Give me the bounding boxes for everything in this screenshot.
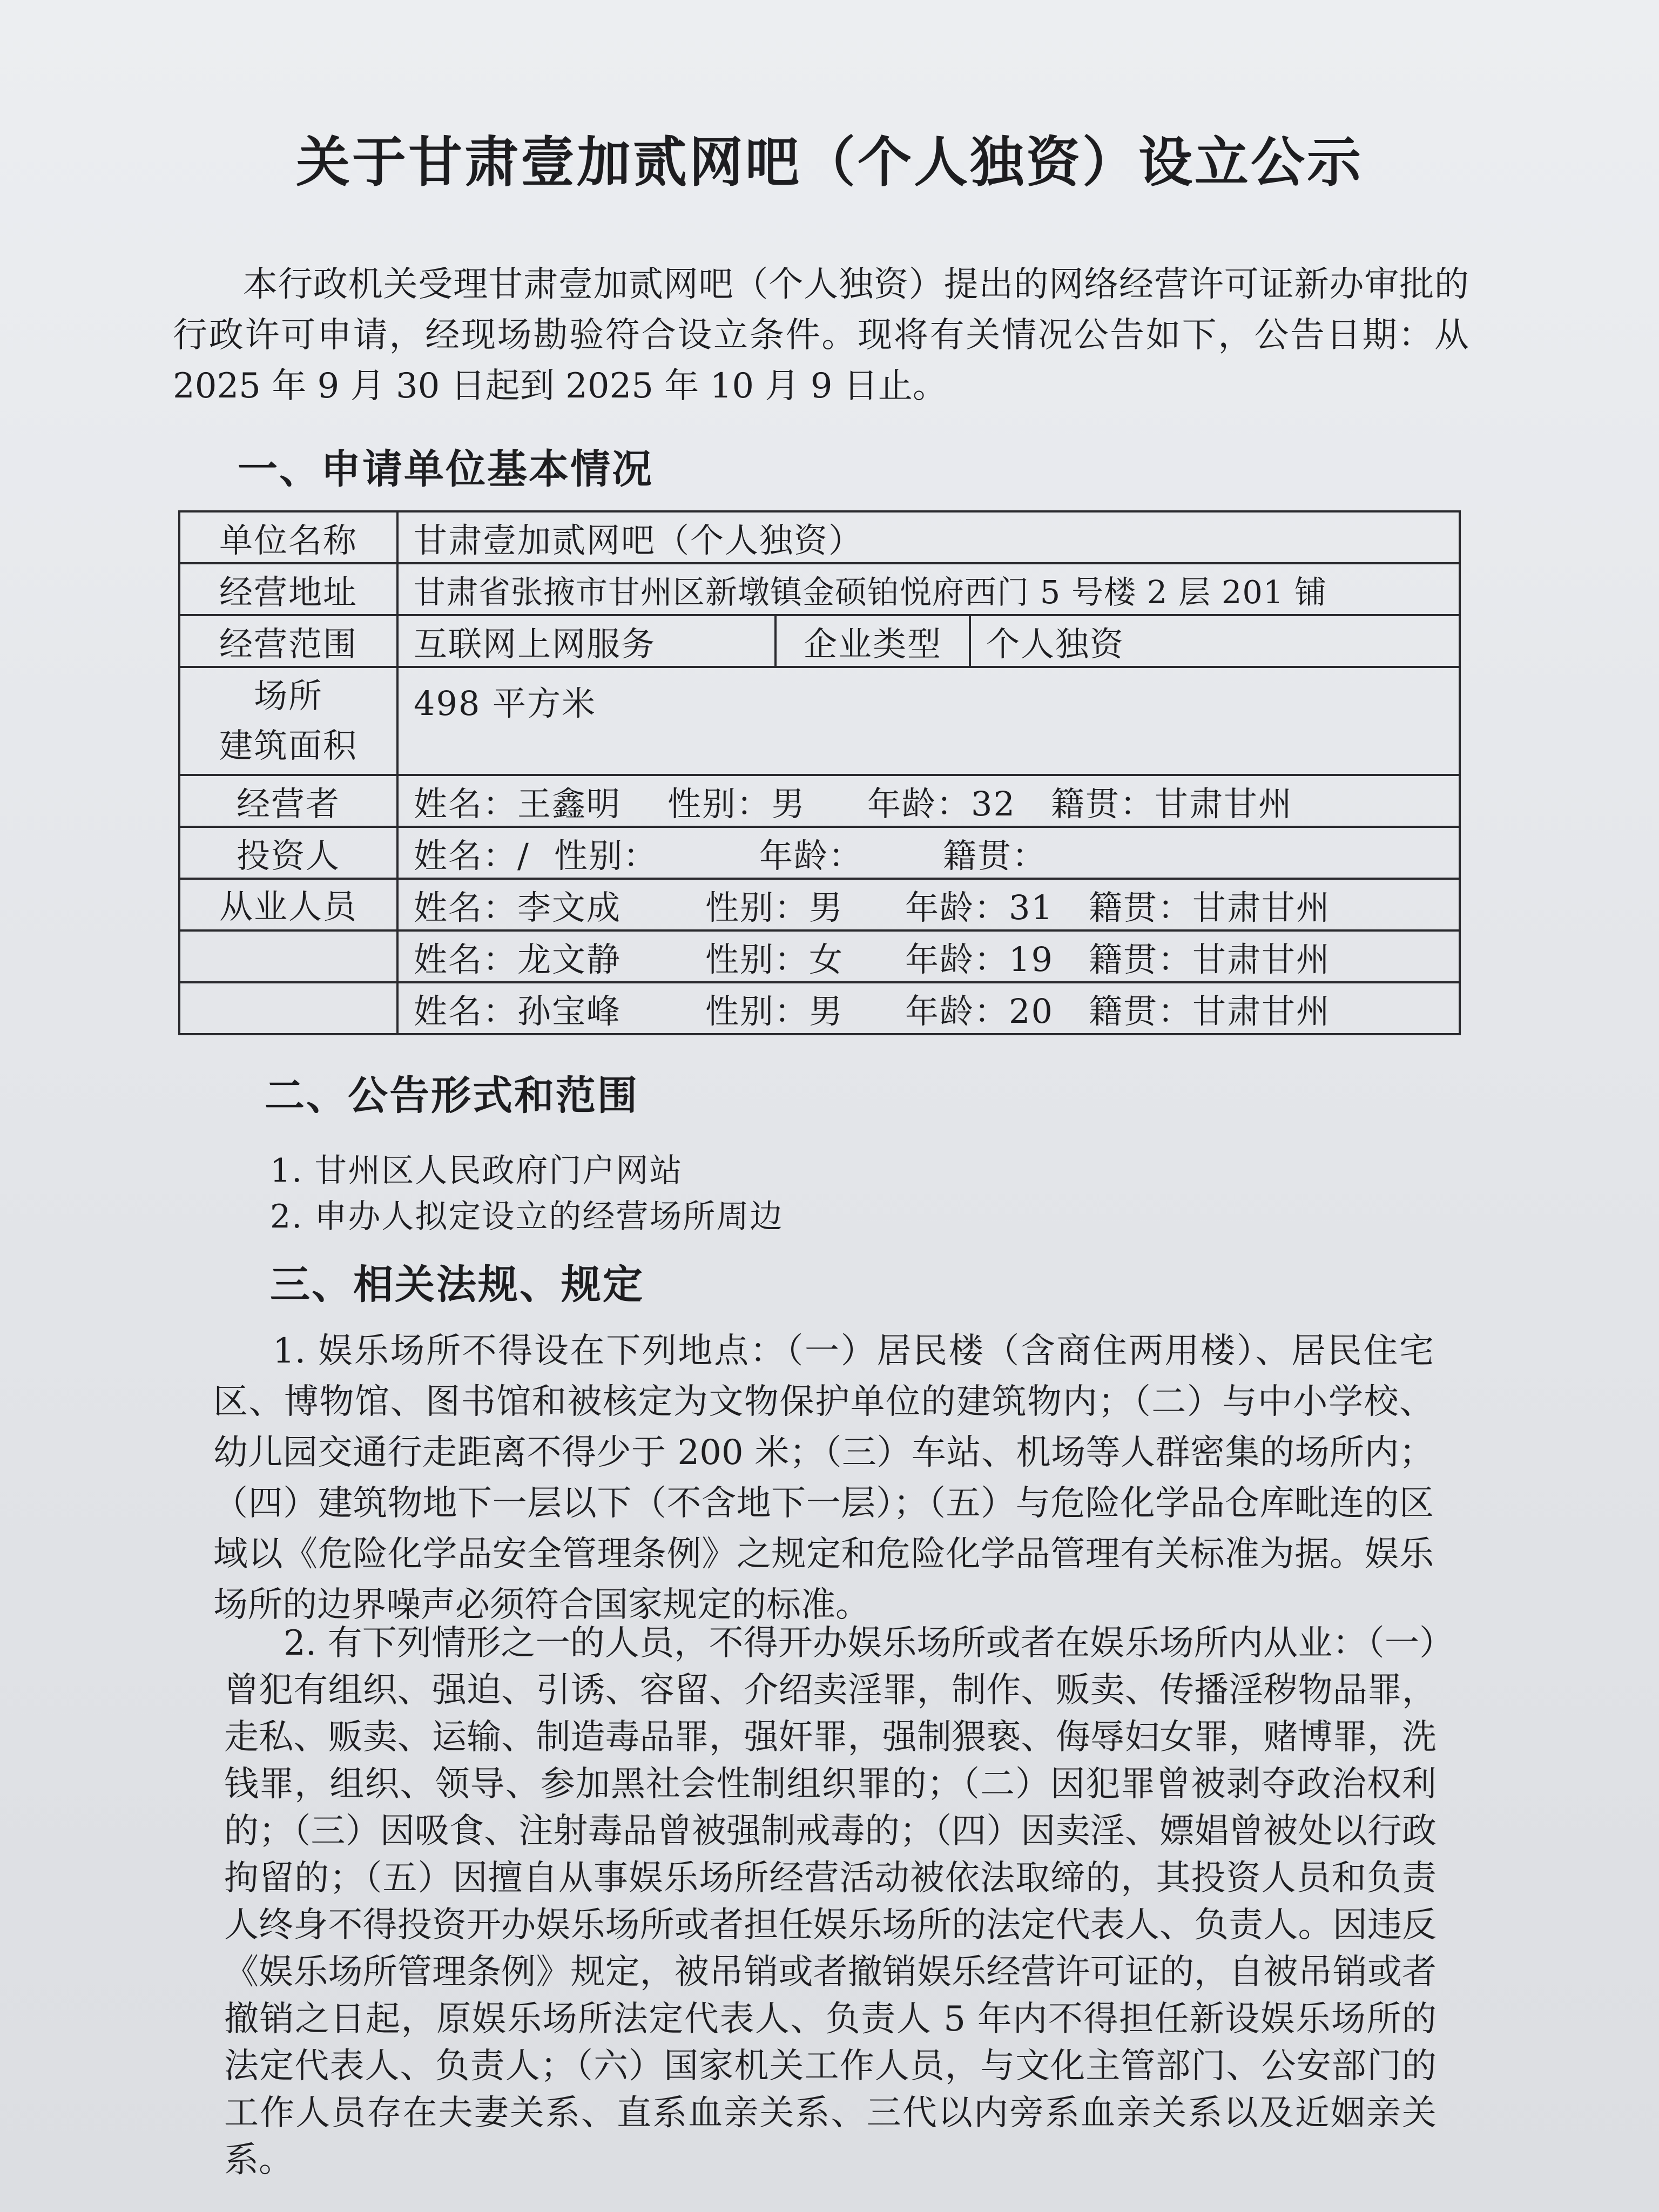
operator-gender: 性别：男 xyxy=(667,784,806,824)
staff-gender: 性别：男 xyxy=(705,991,844,1031)
value-investor xyxy=(397,827,1460,879)
label-area-line1: 场所 xyxy=(253,676,323,716)
value-area: 498 平方米 xyxy=(397,667,1460,775)
staff-age: 年龄：20 xyxy=(905,991,1054,1031)
value-staff-1 xyxy=(397,879,1460,930)
label-staff: 从业人员 xyxy=(179,879,397,930)
label-operator: 经营者 xyxy=(179,775,397,827)
table-row xyxy=(179,615,1460,667)
section3-heading: 三、相关法规、规定 xyxy=(270,1262,644,1308)
label-staff-empty xyxy=(179,930,397,982)
investor-gender: 性别： xyxy=(554,835,658,875)
staff-hometown: 籍贯：甘肃甘州 xyxy=(1089,991,1331,1031)
table-row xyxy=(179,667,1460,775)
list-item: 1. 甘州区人民政府门户网站 xyxy=(270,1152,683,1190)
staff-name: 姓名：龙文静 xyxy=(414,939,622,979)
operator-age: 年龄：32 xyxy=(867,784,1016,824)
staff-hometown: 籍贯：甘肃甘州 xyxy=(1089,887,1331,927)
investor-hometown: 籍贯： xyxy=(943,835,1047,875)
intro-paragraph: 本行政机关受理甘肃壹加贰网吧（个人独资）提出的网络经营许可证新办审批的行政许可申请，经现场勘验符合设立条件。现将有关情况公告如下，公告日期：从 2025 年 9 月 30 日起到 2025 年 10 月 9 日止。 xyxy=(173,265,1469,406)
operator-hometown: 籍贯：甘肃甘州 xyxy=(1051,784,1293,824)
investor-age: 年龄： xyxy=(759,835,864,875)
table-row xyxy=(179,930,1460,982)
staff-gender: 性别：男 xyxy=(705,887,844,927)
table-row xyxy=(179,511,1460,563)
regulation-paragraph-2: 2. 有下列情形之一的人员，不得开办娱乐场所或者在娱乐场所内从业：（一）曾犯有组织、强迫、引诱、容留、介绍卖淫罪，制作、贩卖、传播淫秽物品罪，走私、贩卖、运输、制造毒品罪，强奸罪，强制猥亵、侮辱妇女罪，赌博罪，洗钱罪，组织、领导、参加黑社会性制组织罪的；（二）因犯罪曾被剥夺政治权利的；（三）因吸食、注射毒品曾被强制戒毒的；（四）因卖淫、嫖娼曾被处以行政拘留的；（五）因擅自从事娱乐场所经营活动被依法取缔的，其投资人员和负责人终身不得投资开办娱乐场所或者担任娱乐场所的法定代表人、负责人。因违反《娱乐场所管理条例》规定，被吊销或者撤销娱乐经营许可证的，自被吊销或者撤销之日起，原娱乐场所法定代表人、负责人 5 年内不得担任新设娱乐场所的法定代表人、负责人；（六）国家机关工作人员，与文化主管部门、公安部门的工作人员存在夫妻关系、直系血亲关系、三代以内旁系血亲关系以及近姻亲关系。 xyxy=(224,1623,1437,2180)
staff-hometown: 籍贯：甘肃甘州 xyxy=(1089,939,1331,979)
value-staff-2 xyxy=(397,930,1460,982)
staff-age: 年龄：31 xyxy=(905,887,1054,927)
table-row xyxy=(179,879,1460,930)
value-staff-3 xyxy=(397,982,1460,1034)
applicant-info-table xyxy=(178,510,1461,1035)
investor-name: 姓名：/ xyxy=(414,835,530,875)
label-scope: 经营范围 xyxy=(179,615,397,667)
list-item: 2. 申办人拟定设立的经营场所周边 xyxy=(270,1198,784,1236)
label-area-line2: 建筑面积 xyxy=(219,726,358,765)
operator-name: 姓名：王鑫明 xyxy=(414,784,622,824)
value-type: 个人独资 xyxy=(970,615,1460,667)
table-row xyxy=(179,827,1460,879)
table-row xyxy=(179,775,1460,827)
staff-name: 姓名：孙宝峰 xyxy=(414,991,622,1031)
label-type: 企业类型 xyxy=(775,615,970,667)
value-scope: 互联网上网服务 xyxy=(397,615,775,667)
value-operator xyxy=(397,775,1460,827)
table-row xyxy=(179,563,1460,615)
table-row xyxy=(179,982,1460,1034)
value-address: 甘肃省张掖市甘州区新墩镇金硕铂悦府西门 5 号楼 2 层 201 铺 xyxy=(397,563,1460,615)
page-title: 关于甘肃壹加贰网吧（个人独资）设立公示 xyxy=(296,131,1363,194)
section1-heading: 一、申请单位基本情况 xyxy=(238,446,653,493)
label-investor: 投资人 xyxy=(179,827,397,879)
label-area xyxy=(179,667,397,775)
label-unit-name: 单位名称 xyxy=(179,511,397,563)
value-unit-name: 甘肃壹加贰网吧（个人独资） xyxy=(397,511,1460,563)
section2-heading: 二、公告形式和范围 xyxy=(265,1073,639,1119)
label-address: 经营地址 xyxy=(179,563,397,615)
staff-gender: 性别：女 xyxy=(705,939,844,979)
staff-name: 姓名：李文成 xyxy=(414,887,622,927)
regulation-paragraph-1: 1. 娱乐场所不得设在下列地点：（一）居民楼（含商住两用楼）、居民住宅区、博物馆、图书馆和被核定为文物保护单位的建筑物内；（二）与中小学校、幼儿园交通行走距离不得少于 200 米；（三）车站、机场等人群密集的场所内；（四）建筑物地下一层以下（不含地下一层）；（五）与危险化学品仓库毗连的区域以《危险化学品安全管理条例》之规定和危险化学品管理有关标准为据。娱乐场所的边界噪声必须符合国家规定的标准。 xyxy=(213,1331,1434,1625)
staff-age: 年龄：19 xyxy=(905,939,1054,979)
label-staff-empty xyxy=(179,982,397,1034)
